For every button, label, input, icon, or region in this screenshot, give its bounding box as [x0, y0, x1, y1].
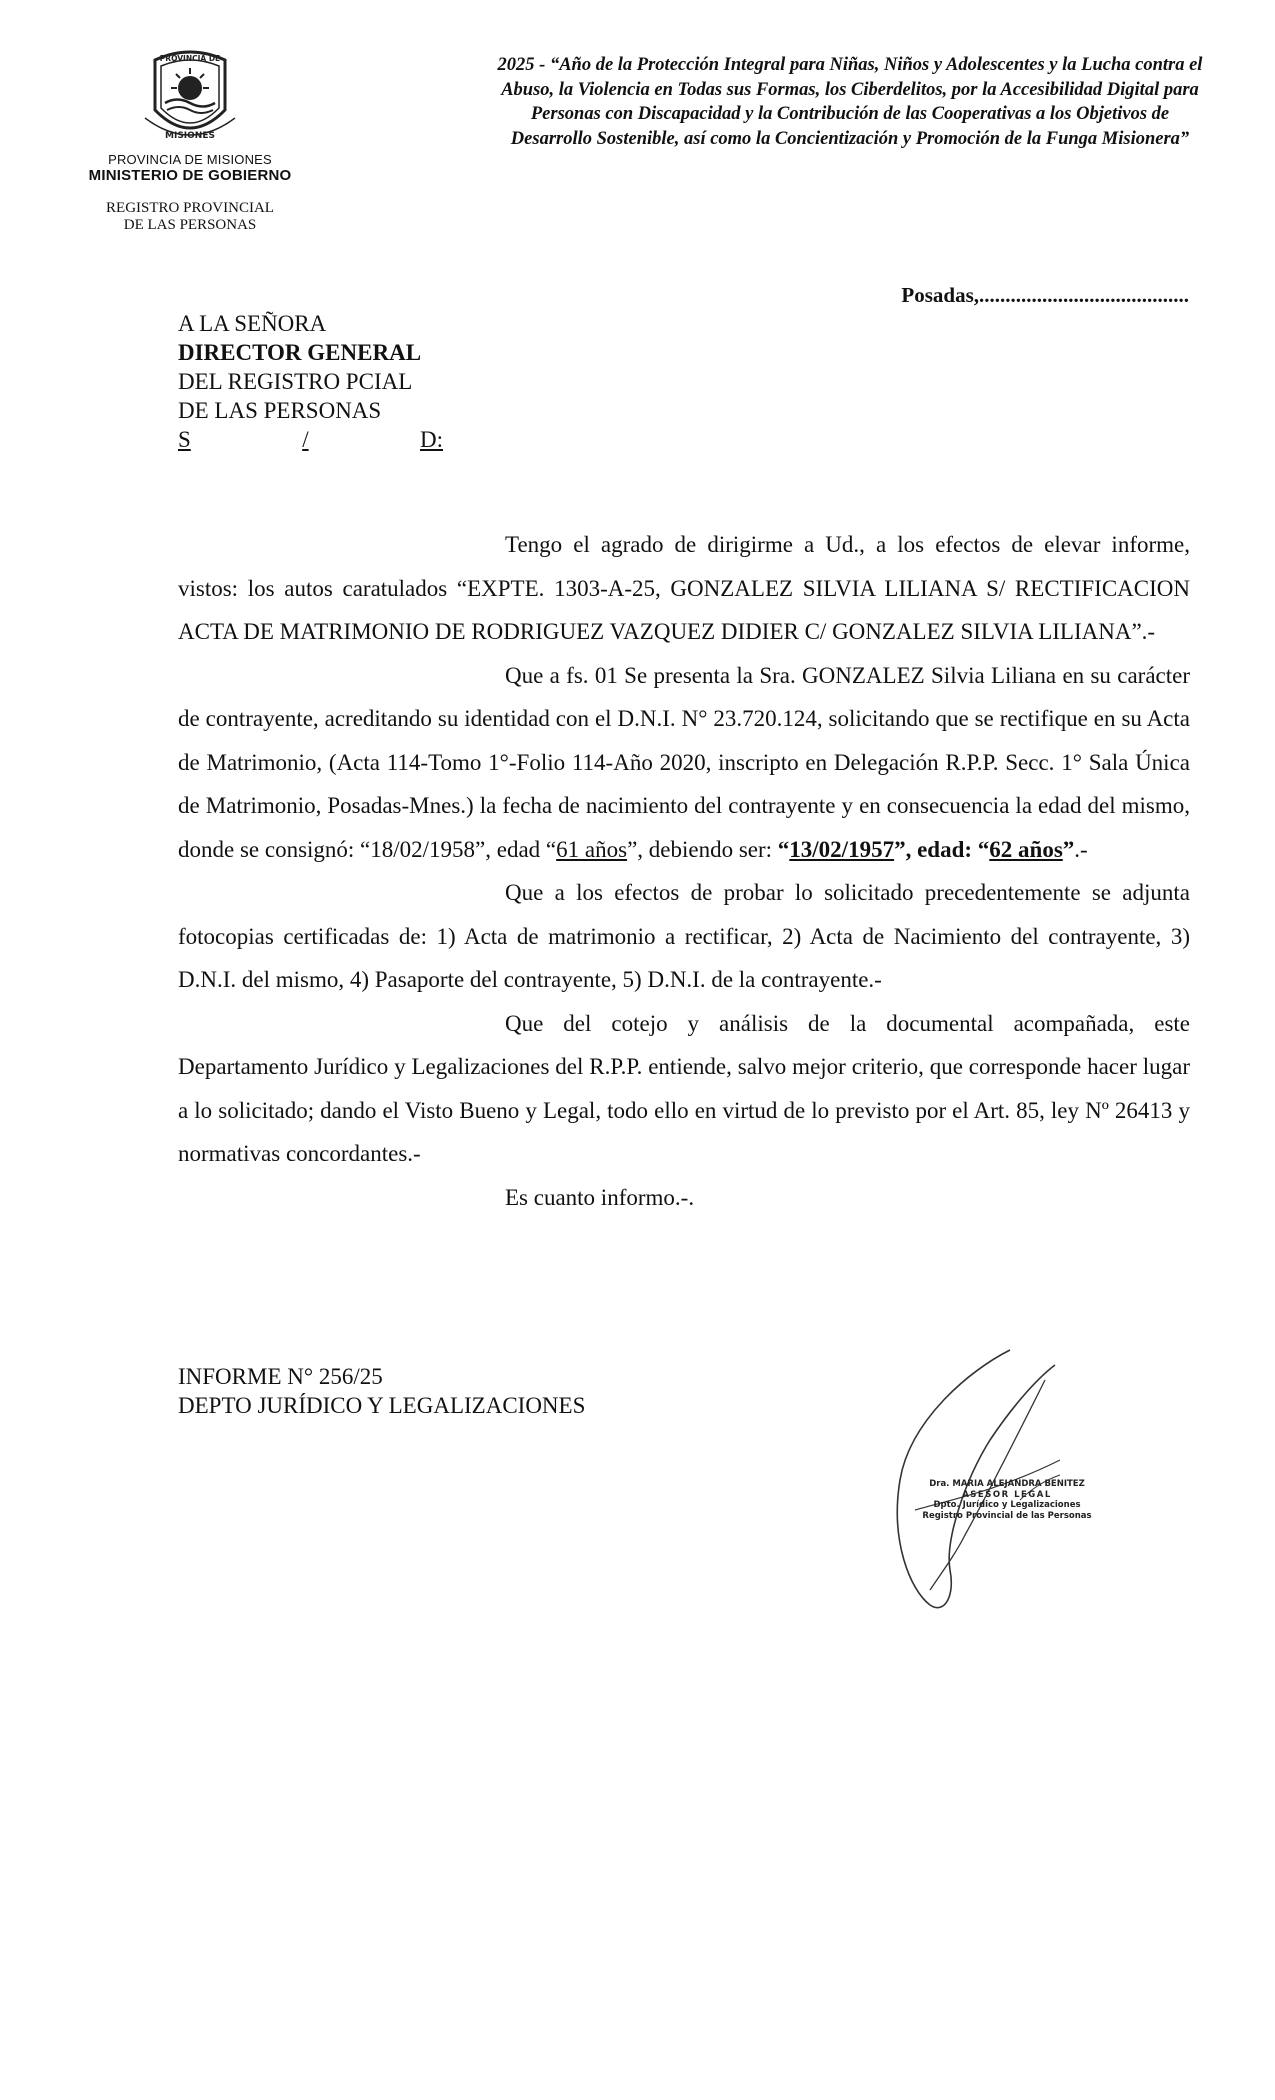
report-reference: [178, 1362, 585, 1420]
sd-d: D:: [420, 427, 443, 452]
stamp-title: ASESOR LEGAL: [962, 1489, 1052, 1500]
paragraph-3: Que a los efectos de probar lo solicitado precedentemente se adjunta fotocopias certificadas de: 1) Acta de matrimonio a rectificar, 2) Acta de Nacimiento del contrayente, 3) D.N.I. del mismo, 4) Pasaporte del contrayente, 5) D.N.I. de la contrayente.-: [178, 880, 1190, 992]
correct-date: 13/02/1957: [789, 836, 895, 862]
header-logo-block: [60, 48, 320, 234]
paragraph-2-end: .-: [1074, 836, 1088, 862]
paragraph-2: [178, 654, 1190, 872]
closing-line: Es cuanto informo.-.: [505, 1184, 695, 1210]
svg-text:MISIONES: MISIONES: [165, 131, 215, 141]
paragraph-4: Que del cotejo y análisis de la documental acompañada, este Departamento Jurídico y Legalizaciones del R.P.P. entiende, salvo mejor criterio, que corresponde hacer lugar a lo solicitado; dando el Visto Bueno y Legal, todo ello en virtud de lo previsto por el Art. 85, ley Nº 26413 y normativas concordantes.-: [178, 1010, 1190, 1166]
year-motto: 2025 - “Año de la Protección Integral para Niñas, Niños y Adolescentes y la Lucha contra el Abuso, la Violencia en Todas sus Formas, los Ciberdelitos, por la Accesibilidad Digital para Personas con Discapacidad y la Contribución de las Cooperativas a los Objetivos de Desarrollo Sostenible, así como la Concientización y Promoción de la Funga Misionera”: [497, 55, 1203, 149]
paragraph-1: Tengo el agrado de dirigirme a Ud., a los efectos de elevar informe, vistos: los autos caratulados “EXPTE. 1303-A-25, GONZALEZ SILVIA LILIANA S/ RECTIFICACION ACTA DE MATRIMONIO DE RODRIGUEZ VAZQUEZ DIDIER C/ GONZALEZ SILVIA LILIANA”.-: [178, 532, 1190, 644]
quote-open: “: [777, 836, 790, 862]
signature-stamp: [922, 1479, 1092, 1521]
addressee-line-3: DEL REGISTRO PCIAL: [178, 369, 413, 394]
quote-close: ”: [1062, 836, 1075, 862]
paragraph-2-text-b: ”, debiendo ser:: [627, 836, 778, 862]
svg-text:PROVINCIA DE: PROVINCIA DE: [159, 54, 221, 63]
registry-line-2: DE LAS PERSONAS: [123, 217, 257, 233]
report-number: INFORME N° 256/25: [178, 1364, 383, 1389]
place-date: Posadas,........................................: [901, 283, 1189, 307]
stamp-registry: Registro Provincial de las Personas: [922, 1510, 1092, 1521]
sd-s: S: [178, 427, 191, 452]
paragraph-2-text-a: Que a fs. 01 Se presenta la Sra. GONZALEZ Silvia Liliana en su carácter de contrayente, acreditando su identidad con el D.N.I. N° 23.720.124, solicitando que se rectifique en su Acta de Matrimonio, (Acta 114-Tomo 1°-Folio 114-Año 2020, inscripto en Delegación R.P.P. Secc. 1° Sala Única de Matrimonio, Posadas-Mnes.) la fecha de nacimiento del contrayente y en consecuencia la edad del mismo, donde se consignó: “18/02/1958”, edad “: [178, 662, 1190, 862]
addressee-block: [178, 309, 443, 454]
ministry-name: MINISTERIO DE GOBIERNO: [88, 167, 292, 184]
provincial-seal-icon: [135, 48, 245, 148]
stamp-name: Dra. MARIA ALEJANDRA BENITEZ: [929, 1479, 1085, 1489]
paragraph-2-text-c: ”, edad: “: [894, 836, 990, 862]
addressee-line-1: A LA SEÑORA: [178, 311, 327, 336]
wrong-age: 61 años: [556, 836, 628, 862]
sd-line: [178, 425, 443, 454]
addressee-line-4: DE LAS PERSONAS: [178, 398, 382, 423]
stamp-dept: Dpto. Jurídico y Legalizaciones: [933, 1500, 1081, 1510]
province-name: PROVINCIA DE MISIONES: [108, 152, 272, 167]
addressee-line-2: DIRECTOR GENERAL: [178, 340, 422, 365]
registry-line-1: REGISTRO PROVINCIAL: [106, 200, 274, 216]
department-name: DEPTO JURÍDICO Y LEGALIZACIONES: [178, 1393, 586, 1418]
sd-slash: /: [302, 427, 309, 452]
report-body: [178, 523, 1190, 1219]
correct-age: 62 años: [989, 836, 1063, 862]
